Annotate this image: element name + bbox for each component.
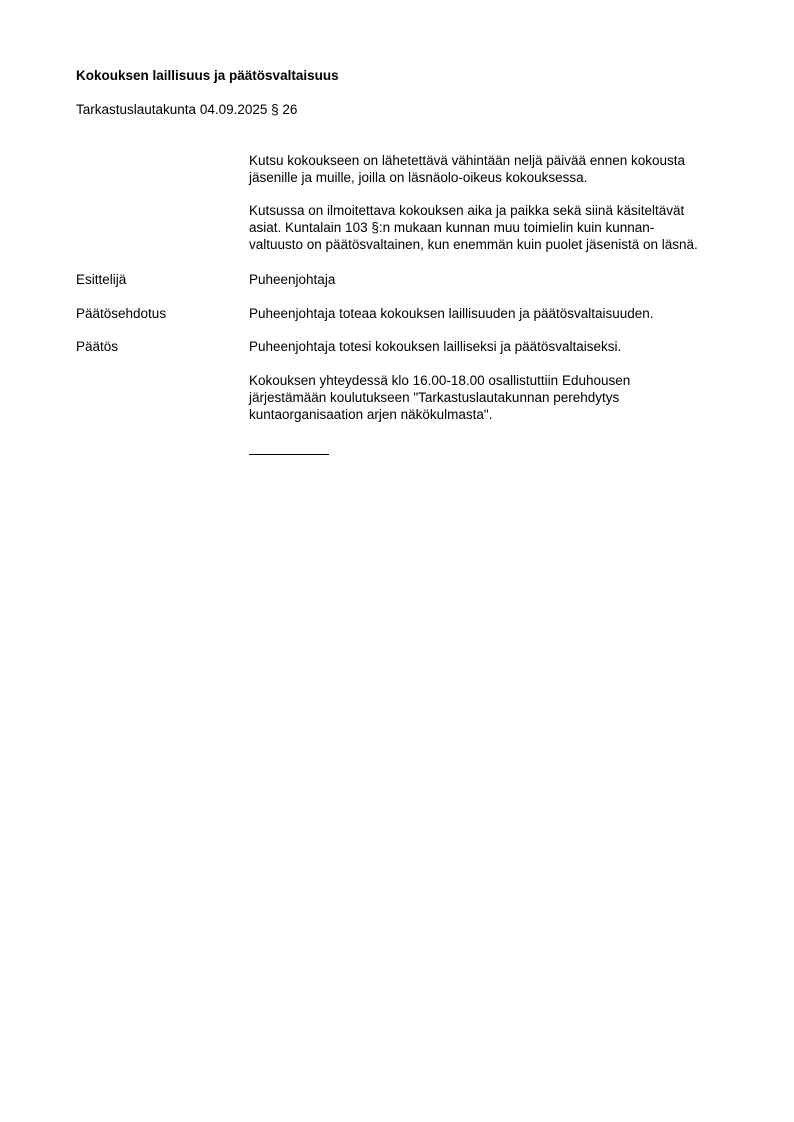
decision-label: Päätös xyxy=(76,339,119,354)
meeting-reference: Tarkastuslautakunta 04.09.2025 § 26 xyxy=(76,102,298,117)
text-line: Kokouksen yhteydessä klo 16.00-18.00 osallistuttiin Eduhousen xyxy=(249,373,631,388)
text-line: järjestämään koulutukseen "Tarkastuslautakunnan perehdytys xyxy=(249,390,620,405)
presenter-value: Puheenjohtaja xyxy=(249,272,336,287)
text-line: jäsenille ja muille, joilla on läsnäolo-oikeus kokouksessa. xyxy=(249,170,588,185)
intro-paragraph-quorum xyxy=(249,202,749,253)
text-line: Kutsu kokoukseen on lähetettävä vähintään neljä päivää ennen kokousta xyxy=(249,153,686,168)
presenter-label: Esittelijä xyxy=(76,272,127,287)
intro-paragraph-invitation xyxy=(249,152,749,186)
proposal-label: Päätösehdotus xyxy=(76,306,167,321)
text-line: Kutsussa on ilmoitettava kokouksen aika ja paikka sekä siinä käsiteltävät xyxy=(249,203,685,218)
document-title: Kokouksen laillisuus ja päätösvaltaisuus xyxy=(76,68,339,83)
decision-note xyxy=(249,372,749,423)
text-line: asiat. Kuntalain 103 §:n mukaan kunnan muu toimielin kuin kunnan- xyxy=(249,220,655,235)
proposal-value: Puheenjohtaja toteaa kokouksen laillisuuden ja päätösvaltaisuuden. xyxy=(249,306,654,321)
text-line: kuntaorganisaation arjen näkökulmasta". xyxy=(249,407,493,422)
text-line: valtuusto on päätösvaltainen, kun enemmän kuin puolet jäsenistä on läsnä. xyxy=(249,237,698,252)
end-divider xyxy=(249,454,329,455)
decision-value: Puheenjohtaja totesi kokouksen lailliseksi ja päätösvaltaiseksi. xyxy=(249,339,622,354)
